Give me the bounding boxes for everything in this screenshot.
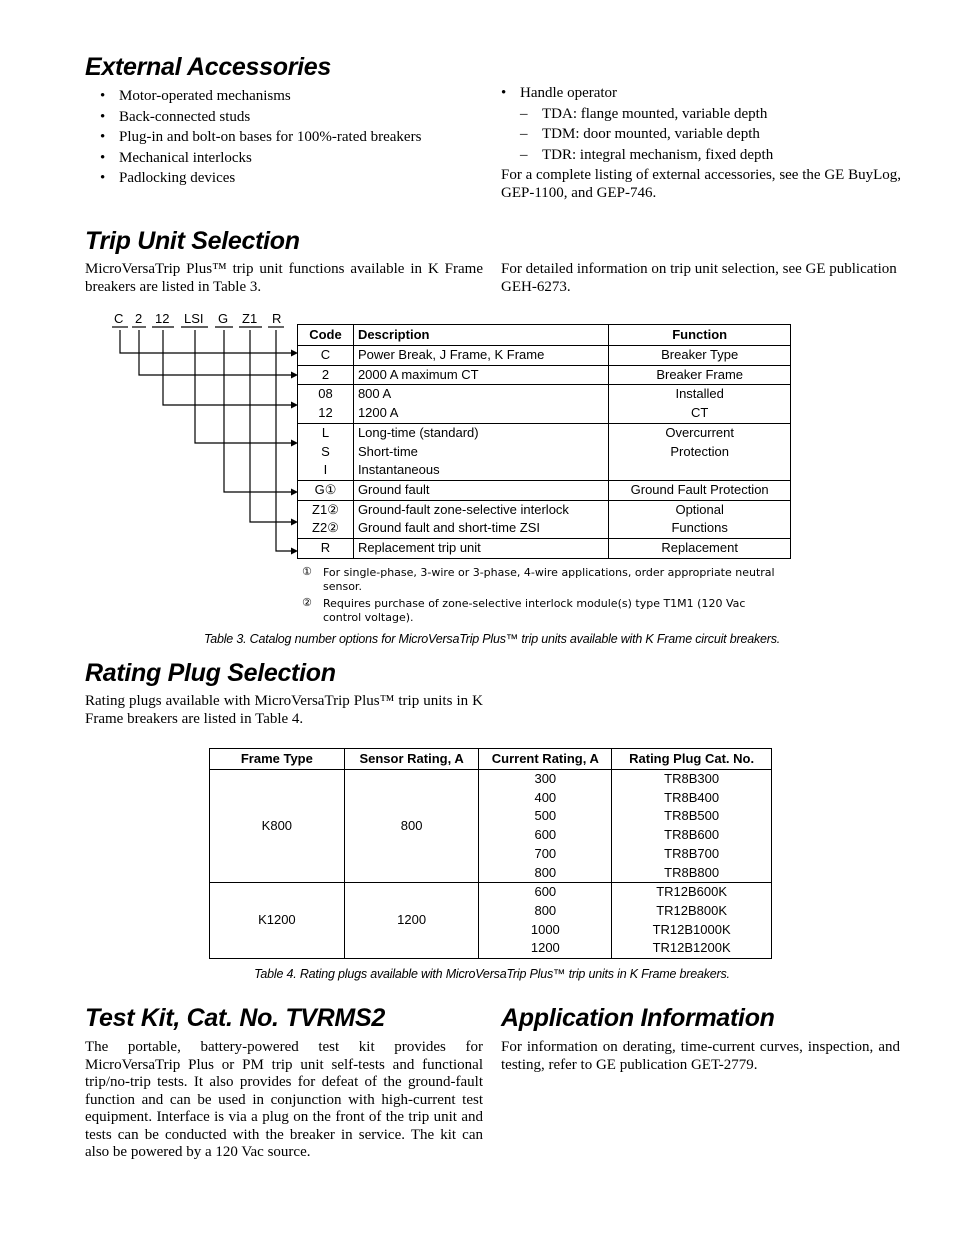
column-header: Current Rating, A <box>479 749 612 770</box>
trip-unit-selection-heading: Trip Unit Selection <box>85 227 300 255</box>
external-accessories-heading: External Accessories <box>85 53 332 81</box>
rating-plug-selection-heading: Rating Plug Selection <box>85 659 336 687</box>
list-item: – TDR: integral mechanism, fixed depth <box>486 145 901 166</box>
application-information-heading: Application Information <box>501 1004 775 1032</box>
list-item: • Handle operator <box>486 83 901 104</box>
code-letter-frame-type: C <box>114 311 124 326</box>
code-letter-breaker-frame: 2 <box>135 311 143 326</box>
code-letter-overcurrent: LSI <box>184 311 204 326</box>
test-kit-heading: Test Kit, Cat. No. TVRMS2 <box>85 1004 385 1032</box>
code-letter-ground-fault: G <box>218 311 229 326</box>
application-information-text: For information on derating, time-current curves, inspection, and testing, refer to GE publication GET-2779. <box>501 1039 900 1073</box>
column-header: Frame Type <box>210 749 345 770</box>
code-letter-ct: 12 <box>155 311 170 326</box>
table-row: L S I Long-time (standard) Short-time Instantaneous Overcurrent Protection <box>298 423 791 480</box>
column-header: Function <box>609 325 791 346</box>
list-item: – TDM: door mounted, variable depth <box>486 124 901 145</box>
column-header: Description <box>353 325 608 346</box>
test-kit-description: The portable, battery-powered test kit provides for MicroVersaTrip Plus or PM trip unit self-tests and functional trip/no-trip tests. It also provides for defeat of the ground-fault function and can be used in conjunction with high-current test equipment. Interface is via a plug on the front of the trip unit and tests can be conducted with the breaker in service. The kit can also be powered by a 120 Vac source. <box>85 1039 483 1160</box>
list-item: • Mechanical interlocks <box>85 148 495 169</box>
trip-unit-intro: MicroVersaTrip Plus™ trip unit functions available in K Frame breakers are listed in Table 3. <box>85 261 483 295</box>
table-row: K800 800 300 400 500 600 700 800 TR8B300 TR8B400 TR8B500 TR8B600 TR8B700 TR8B800 <box>210 770 772 883</box>
footnote-2: ② Requires purchase of zone-selective interlock module(s) type T1M1 (120 Vac control voltage). <box>302 596 746 624</box>
table-row: K1200 1200 600 800 1000 1200 TR12B600K TR12B800K TR12B1000K TR12B1200K <box>210 883 772 959</box>
trip-unit-reference: For detailed information on trip unit selection, see GE publication GEH-6273. <box>501 261 897 295</box>
column-header: Code <box>298 325 354 346</box>
rating-plug-intro: Rating plugs available with MicroVersaTrip Plus™ trip units in K Frame breakers are listed in Table 4. <box>85 693 483 727</box>
column-header: Rating Plug Cat. No. <box>612 749 772 770</box>
list-item: – TDA: flange mounted, variable depth <box>486 104 901 125</box>
table-4-caption: Table 4. Rating plugs available with MicroVersaTrip Plus™ trip units in K Frame breakers. <box>254 967 730 981</box>
trip-unit-code-table <box>297 324 791 559</box>
accessories-note: For a complete listing of external accessories, see the GE BuyLog, GEP-1100, and GEP-746. <box>501 167 901 201</box>
table-row: 2 2000 A maximum CT Breaker Frame <box>298 365 791 385</box>
table-row: C Power Break, J Frame, K Frame Breaker Type <box>298 346 791 366</box>
table-row: 08 12 800 A 1200 A Installed CT <box>298 385 791 423</box>
rating-plug-table <box>209 748 772 959</box>
table-3-caption: Table 3. Catalog number options for MicroVersaTrip Plus™ trip units available with K Frame circuit breakers. <box>203 632 781 646</box>
code-letter-zsi: Z1 <box>242 311 258 326</box>
list-item: • Back-connected studs <box>85 107 495 128</box>
column-header: Sensor Rating, A <box>344 749 479 770</box>
table-row: R Replacement trip unit Replacement <box>298 539 791 559</box>
code-letter-replacement: R <box>272 311 282 326</box>
table-row: Z1② Z2② Ground-fault zone-selective interlock Ground fault and short-time ZSI Optional Functions <box>298 500 791 538</box>
list-item: • Padlocking devices <box>85 168 495 189</box>
table-row: G① Ground fault Ground Fault Protection <box>298 480 791 500</box>
list-item: • Motor-operated mechanisms <box>85 86 495 107</box>
footnote-1: ① For single-phase, 3-wire or 3-phase, 4-wire applications, order appropriate neutral sensor. <box>302 565 775 593</box>
list-item: • Plug-in and bolt-on bases for 100%-rated breakers <box>85 127 495 148</box>
